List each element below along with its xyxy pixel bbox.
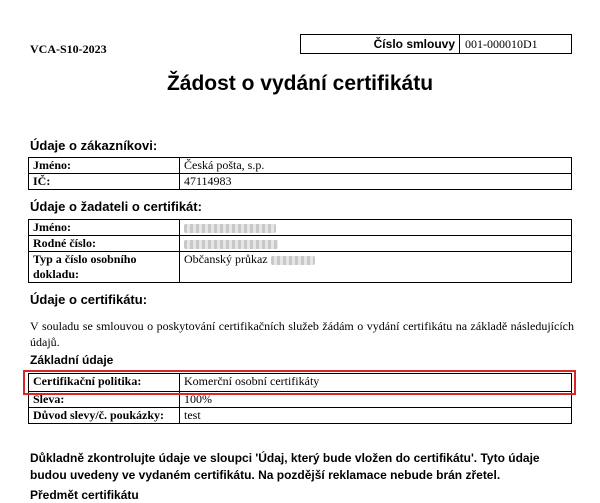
policy-label: Certifikační politika: (29, 374, 180, 392)
applicant-id-doc-value (180, 252, 572, 283)
applicant-id-doc-label: Typ a číslo osobního dokladu: (29, 252, 180, 283)
discount-reason-label: Důvod slevy/č. poukázky: (29, 408, 180, 424)
applicant-section-heading: Údaje o žadateli o certifikát: (30, 199, 202, 214)
verification-notice: Důkladně zkontrolujte údaje ve sloupci 'Údaj, který bude vložen do certifikátu'. Tyto údaje budou uvedeny ve vydaném certifikátu. Na pozdější reklamace nebude brán zřetel. (30, 451, 540, 482)
contract-number-label: Číslo smlouvy (301, 35, 460, 53)
redacted-id-number (271, 256, 315, 265)
table-row (29, 158, 572, 174)
id-doc-type: Občanský průkaz (184, 252, 268, 266)
applicant-name-value (180, 220, 572, 236)
table-row (29, 408, 572, 424)
discount-reason-value: test (180, 408, 572, 424)
basic-data-heading: Základní údaje (30, 353, 114, 367)
customer-section-heading: Údaje o zákazníkovi: (30, 138, 158, 153)
customer-ico-value: 47114983 (180, 174, 572, 190)
table-row (29, 392, 572, 408)
table-row (29, 374, 572, 392)
policy-value: Komerční osobní certifikáty (180, 374, 572, 392)
table-row (29, 236, 572, 252)
discount-label: Sleva: (29, 392, 180, 408)
document-code: VCA-S10-2023 (30, 42, 107, 56)
contract-number-value: 001-000010D1 (465, 37, 538, 51)
table-row (29, 220, 572, 236)
table-row (29, 174, 572, 190)
applicant-birth-label: Rodné číslo: (29, 236, 180, 252)
certificate-intro-text: V souladu se smlouvou o poskytování certifikačních služeb žádám o vydání certifikátu na základě následujících údajů. (30, 319, 574, 349)
redacted-birth-number (184, 240, 278, 249)
certificate-section-heading: Údaje o certifikátu: (30, 292, 148, 307)
discount-value: 100% (180, 392, 572, 408)
page-title: Žádost o vydání certifikátu (166, 72, 434, 95)
customer-ico-label: IČ: (29, 174, 180, 190)
customer-name-label: Jméno: (29, 158, 180, 174)
customer-table (28, 157, 572, 190)
table-row (29, 252, 572, 283)
applicant-table (28, 219, 572, 283)
certificate-table (28, 373, 572, 424)
applicant-birth-value (180, 236, 572, 252)
redacted-name (184, 224, 276, 233)
customer-name-value: Česká pošta, s.p. (180, 158, 572, 174)
subject-heading: Předmět certifikátu (30, 488, 139, 502)
contract-number-box (300, 34, 572, 54)
applicant-name-label: Jméno: (29, 220, 180, 236)
